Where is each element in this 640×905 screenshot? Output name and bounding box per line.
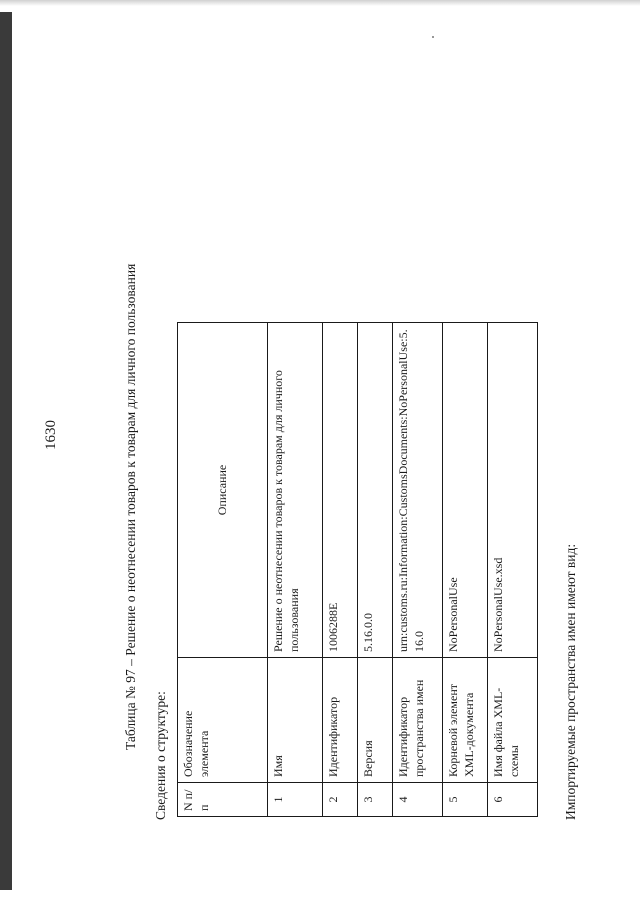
row-desc: Решение о неотнесении товаров к товарам для личного пользования [268,323,323,658]
structure-table [177,322,538,817]
row-num: 1 [268,783,323,817]
scan-top-shadow [0,0,640,6]
header-desc: Описание [178,323,268,658]
row-num: 3 [358,783,393,817]
header-name: Обозначение элемента [178,658,268,783]
row-name: Имя [268,658,323,783]
row-name: Корневой элемент XML-документа [443,658,488,783]
table-caption: Таблица № 97 – Решение о неотнесении товаров к товарам для личного пользования [123,263,138,750]
header-num: N п/п [178,783,268,817]
row-name: Идентификатор пространства имен [393,658,443,783]
row-name: Версия [358,658,393,783]
row-num: 5 [443,783,488,817]
structure-label: Сведения о структуре: [153,691,168,820]
row-name: Имя файла XML-схемы [488,658,538,783]
table-row [268,323,323,817]
table-row [488,323,538,817]
row-num: 4 [393,783,443,817]
table-row [323,323,358,817]
row-num: 2 [323,783,358,817]
rotated-page [35,55,595,855]
table-row [393,323,443,817]
row-desc: NoPersonalUse.xsd [488,323,538,658]
scan-left-edge [0,12,12,890]
row-desc: 5.16.0.0 [358,323,393,658]
row-desc: NoPersonalUse [443,323,488,658]
row-desc: urn:customs.ru:Information:CustomsDocuments:NoPersonalUse:5.16.0 [393,323,443,658]
table-header-row [178,323,268,817]
footer-text: Импортируемые пространства имен имеют вид: [563,543,578,820]
scan-speck [432,36,434,38]
row-num: 6 [488,783,538,817]
page-number: 1630 [43,420,59,450]
table-row [358,323,393,817]
table-row [443,323,488,817]
row-desc: 1006288E [323,323,358,658]
row-name: Идентификатор [323,658,358,783]
